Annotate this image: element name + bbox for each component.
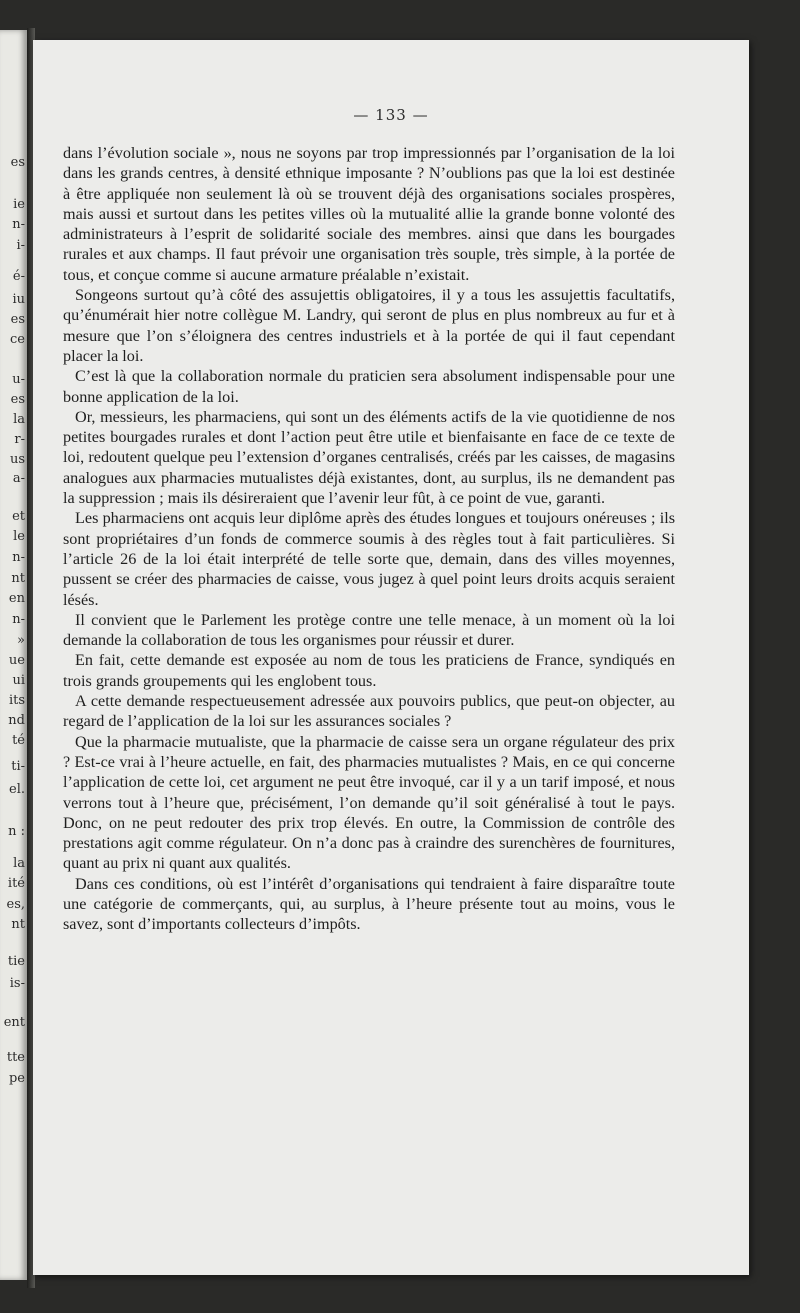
previous-page-fragment: le bbox=[13, 529, 25, 544]
previous-page-fragment: i- bbox=[16, 238, 25, 253]
previous-page-fragment: ent bbox=[3, 1015, 25, 1030]
previous-page-fragment: nt bbox=[11, 571, 25, 586]
paragraph: A cette demande respectueusement adressée aux pouvoirs publics, que peut-on objecter, au regard de l’application de la loi sur les assurances sociales ? bbox=[63, 692, 675, 731]
book-page bbox=[33, 40, 749, 1275]
paragraph: C’est là que la collaboration normale du praticien sera absolument indispensable pour une bonne application de la loi. bbox=[63, 367, 675, 406]
previous-page-fragment: es bbox=[10, 392, 25, 407]
paragraph: Que la pharmacie mutualiste, que la pharmacie de caisse sera un organe régulateur des prix ? Est-ce vrai à l’heure actuelle, en fait, des pharmacies mutualistes ? Mais, en ce qui concerne l’application de cette loi, cet argument ne peut être invoqué, car il y a un tarif imposé, et nous verrons tout à l’heure que, précisément, l’on demande qu’il soit généralisé à tout le pays. Donc, on ne peut redouter des prix trop élevés. En outre, la Commission de contrôle des prestations agit comme régulateur. On n’a donc pas à craindre des surenchères de fournitures, quant au prix ni quant aux qualités. bbox=[63, 732, 675, 873]
paragraph: Dans ces conditions, où est l’intérêt d’organisations qui tendraient à faire disparaître toute une catégorie de commerçants, qui, au surplus, à l’heure présente tout au moins, vous le savez, sont d’importants collecteurs d’impôts. bbox=[63, 874, 675, 934]
previous-page-fragment: tie bbox=[7, 954, 25, 969]
previous-page-fragment: es bbox=[10, 155, 25, 170]
previous-page-fragment: é- bbox=[12, 269, 25, 284]
previous-page-fragment: ie bbox=[13, 197, 25, 212]
previous-page-fragment: n : bbox=[8, 824, 25, 839]
previous-page-fragment: r- bbox=[14, 432, 25, 447]
previous-page-fragment: ce bbox=[10, 332, 25, 347]
previous-page-fragment: u- bbox=[12, 372, 25, 387]
previous-page-fragment: a- bbox=[12, 471, 25, 486]
paragraph: Les pharmaciens ont acquis leur diplôme après des études longues et toujours onéreuses ; ils sont propriétaires d’un fonds de commerce soumis à des règles tout à fait particulières. Si l’article 26 de la loi était interprété de telle sorte que, demain, dans des villes moyennes, pussent se créer des pharmacies de caisse, vous jugez à quel point leurs droits acquis seraient lésés. bbox=[63, 509, 675, 609]
paragraph: dans l’évolution sociale », nous ne soyons par trop impressionnés par l’organisation de la loi dans les grands centres, à densité ethnique imposante ? N’oublions pas que la loi est destinée à être appliquée non seulement là où se trouvent déjà des organisations sociales prospères, mais aussi et surtout dans les petites villes où la mutualité allie la grande bonne volonté des administrateurs à l’esprit de solidarité sociale des membres. ainsi que dans les bourgades rurales et aux champs. Il faut prévoir une organisation très souple, très simple, à la portée de tous, et conçue comme si aucune armature préalable n’existait. bbox=[63, 144, 675, 284]
previous-page-fragment: el. bbox=[9, 782, 25, 797]
paragraph: En fait, cette demande est exposée au nom de tous les praticiens de France, syndiqués en trois grands groupements qui les englobent tous. bbox=[63, 651, 675, 690]
previous-page-fragment: its bbox=[8, 693, 25, 708]
previous-page-fragment: ité bbox=[7, 876, 25, 891]
previous-page-fragment: pe bbox=[8, 1071, 25, 1086]
previous-page-fragment: n- bbox=[12, 550, 25, 565]
previous-page-fragment: et bbox=[12, 509, 25, 524]
previous-page-fragment: té bbox=[12, 733, 25, 748]
previous-page-fragment: la bbox=[13, 856, 25, 871]
previous-page-fragment: en bbox=[8, 591, 25, 606]
previous-page-fragment: nd bbox=[8, 713, 25, 728]
paragraph: Il convient que le Parlement les protège contre une telle menace, à un moment où la loi demande la collaboration de tous les organismes pour réussir et durer. bbox=[63, 610, 675, 650]
previous-page-fragment: iu bbox=[12, 292, 25, 307]
previous-page-fragment: la bbox=[13, 412, 25, 427]
previous-page-edge bbox=[0, 30, 27, 1280]
previous-page-fragment: us bbox=[9, 452, 25, 467]
previous-page-fragment: es bbox=[10, 312, 25, 327]
previous-page-fragment: is- bbox=[9, 976, 25, 991]
previous-page-fragment: n- bbox=[12, 612, 25, 627]
previous-page-fragment: ti- bbox=[11, 759, 25, 774]
previous-page-fragment: n- bbox=[12, 217, 25, 232]
previous-page-fragment: » bbox=[17, 633, 25, 648]
previous-page-fragment: ue bbox=[8, 653, 25, 668]
previous-page-fragment: ui bbox=[12, 673, 25, 688]
page-number: — 133 — bbox=[353, 106, 429, 124]
paragraph: Or, messieurs, les pharmaciens, qui sont un des éléments actifs de la vie quotidienne de nos petites bourgades rurales et dont l’action peut être utile et bienfaisante en face de ce texte de loi, redoutent quelque peu l’extension d’organes centralisés, créés par les caisses, de magasins analogues aux pharmacies mutualistes déjà existantes, dont, au surplus, ils ne demandent pas la suppression ; mais ils désireraient que l’avenir leur fût, à ce point de vue, garanti. bbox=[63, 407, 675, 508]
previous-page-fragment: es, bbox=[6, 897, 25, 912]
body-text bbox=[63, 143, 675, 935]
previous-page-fragment: nt bbox=[11, 917, 25, 932]
paragraph: Songeons surtout qu’à côté des assujettis obligatoires, il y a tous les assujettis facultatifs, qu’énumérait hier notre collègue M. Landry, qui seront de plus en plus nombreux au fur et à mesure que l’on s’éloignera des centres industriels et à la portée de qui il faut cependant placer la loi. bbox=[63, 286, 675, 365]
previous-page-fragment: tte bbox=[6, 1050, 25, 1065]
